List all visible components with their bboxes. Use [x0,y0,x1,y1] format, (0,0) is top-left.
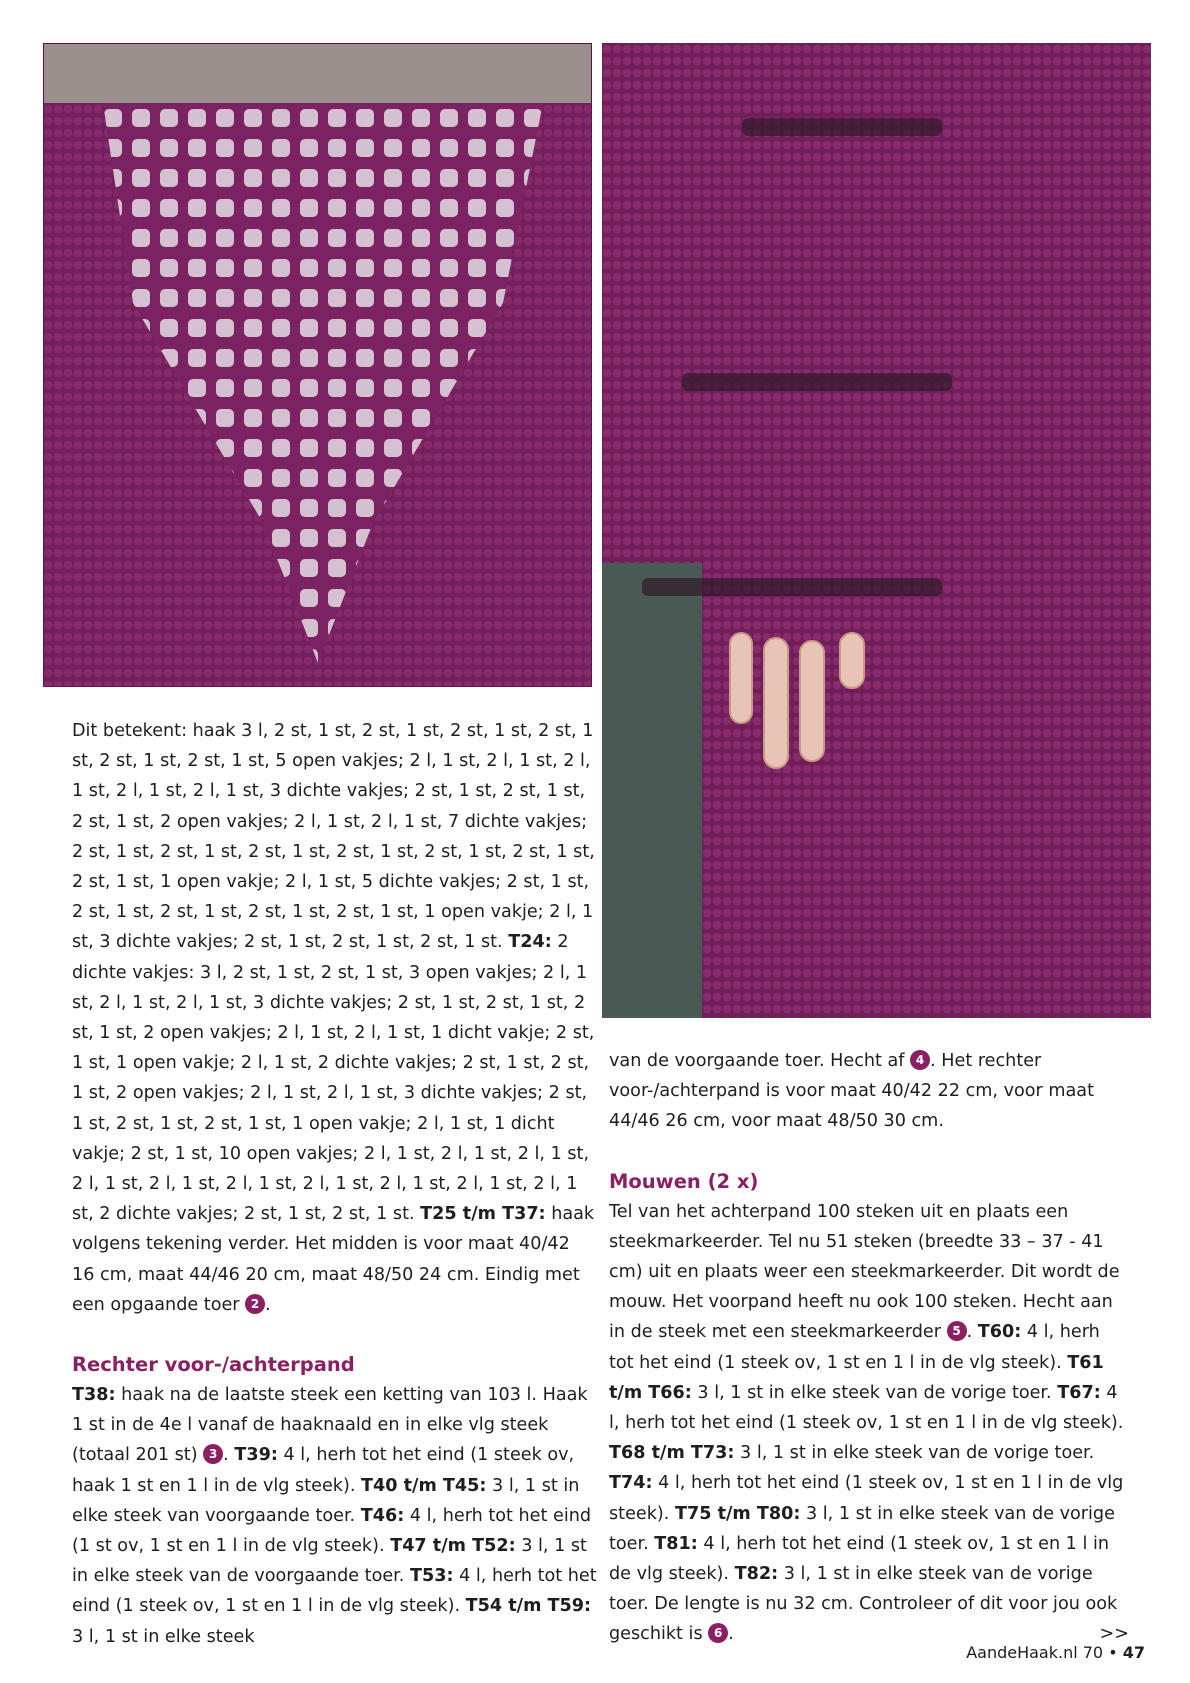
t38-text: haak na de laatste steek een ketting van 103 l. Haak 1 st in de 4e l vanaf de haaknaald en in elke vlg steek (totaal 201 st) [72,1385,588,1466]
continue-arrow: >> [1099,1624,1129,1645]
t39-label: T39: [234,1445,278,1466]
heading-mouwen: Mouwen (2 x) [609,1169,759,1193]
page-footer [966,1643,1145,1662]
t39-text: 4 l, herh tot het eind (1 steek ov, haak 1 st en 1 l in de vlg steek). [72,1445,575,1496]
t61-label: T61 t/m T66: [609,1352,1104,1403]
pattern-paragraph-mouwen: Tel van het achterpand 100 steken uit en plaats een steekmarkeerder. Tel nu 51 steken (breedte 33 – 37 - 41 cm) uit en plaats weer een steekmarkeerder. Dit wordt de mouw. Het voorpand heeft nu ook 100 steken. Hecht aan in de steek met een steekmarkeerder 5 . T60: 4 l, herh tot het eind (1 steek ov, 1 st en 1 l in de vlg steek). T61 t/m T66: 3 l, 1 st in elke steek van de vorige toer. T67: 4 l, herh tot het eind (1 steek ov, 1 st en 1 l in de vlg steek). T68 t/m T73: 3 l, 1 st in elke steek van de vorige toer. T74: 4 l, herh tot het eind (1 steek ov, 1 st en 1 l in de vlg steek). T75 t/m T80: 3 l, 1 st in elke steek van de vorige toer. T81: 4 l, herh tot het eind (1 steek ov, 1 st en 1 l in de vlg steek). T82: 3 l, 1 st in elke steek van de vorige toer. De lengte is nu 32 cm. Controleer of dit voor jou ook geschikt is 6 . [609,1201,1124,1645]
t25-label: T25 t/m T37: [420,1204,546,1225]
t68-label: T68 t/m T73: [609,1443,735,1464]
t82-text: 3 l, 1 st in elke steek van de vorige toer. De lengte is nu 32 cm. Controleer of dit voor jou ook geschikt is [609,1564,1118,1645]
t53-label: T53: [409,1566,454,1587]
photo-sleeve-view [602,43,1151,1018]
t61-text: 3 l, 1 st in elke steek van de vorige toer. [697,1382,1052,1403]
t75-text: 3 l, 1 st in elke steek van de vorige toer. [609,1503,1115,1554]
crochet-back-illustration [43,43,592,687]
step-badge-5: 5 [947,1321,967,1341]
step-badge-6: 6 [708,1623,728,1643]
t47-text: 3 l, 1 st in elke steek van de voorgaande toer. [72,1536,587,1587]
pattern-paragraph-t38-t59: T38: haak na de laatste steek een ketting van 103 l. Haak 1 st in de 4e l vanaf de haaknaald en in elke vlg steek (totaal 201 st) 3 . T39: 4 l, herh tot het eind (1 steek ov, haak 1 st en 1 l in de vlg steek). T40 t/m T45: 3 l, 1 st in elke steek van voorgaande toer. T46: 4 l, herh tot het eind (1 st ov, 1 st en 1 l in de vlg steek). T47 t/m T52: 3 l, 1 st in elke steek van de voorgaande toer. T53: 4 l, herh tot het eind (1 steek ov, 1 st en 1 l in de vlg steek). T54 t/m T59: 3 l, 1 st in elke steek [72,1385,597,1647]
photo-back-view [43,43,592,687]
t23-text: Dit betekent: haak 3 l, 2 st, 1 st, 2 st, 1 st, 2 st, 1 st, 2 st, 1 st, 2 st, 1 st, 2 st, 1 st, 5 open vakjes; 2 l, 1 st, 2 l, 1 st, 2 l, 1 st, 2 l, 1 st, 2 l, 1 st, 3 dichte vakjes; 2 st, 1 st, 2 st, 1 st, 2 st, 1 st, 2 open vakjes; 2 l, 1 st, 2 l, 1 st, 7 dichte vakjes; 2 st, 1 st, 2 st, 1 st, 2 st, 1 st, 2 st, 1 st, 2 st, 1 st, 2 st, 1 st, 2 st, 1 st, 1 open vakje; 2 l, 1 st, 5 dichte vakjes; 2 st, 1 st, 2 st, 1 st, 2 st, 1 st, 2 st, 1 st, 2 st, 1 st, 1 open vakje; 2 l, 1 st, 3 dichte vakjes; 2 st, 1 st, 2 st, 1 st, 2 st, 1 st. [72,721,595,953]
pattern-paragraph-t23-t25: Dit betekent: haak 3 l, 2 st, 1 st, 2 st, 1 st, 2 st, 1 st, 2 st, 1 st, 2 st, 1 st, 2 st, 1 st, 5 open vakjes; 2 l, 1 st, 2 l, 1 st, 2 l, 1 st, 2 l, 1 st, 2 l, 1 st, 3 dichte vakjes; 2 st, 1 st, 2 st, 1 st, 2 st, 1 st, 2 open vakjes; 2 l, 1 st, 2 l, 1 st, 7 dichte vakjes; 2 st, 1 st, 2 st, 1 st, 2 st, 1 st, 2 st, 1 st, 2 st, 1 st, 2 st, 1 st, 2 st, 1 st, 1 open vakje; 2 l, 1 st, 5 dichte vakjes; 2 st, 1 st, 2 st, 1 st, 2 st, 1 st, 2 st, 1 st, 2 st, 1 st, 1 open vakje; 2 l, 1 st, 3 dichte vakjes; 2 st, 1 st, 2 st, 1 st, 2 st, 1 st. T24: 2 dichte vakjes: 3 l, 2 st, 1 st, 2 st, 1 st, 3 open vakjes; 2 l, 1 st, 2 l, 1 st, 2 l, 1 st, 3 dichte vakjes; 2 st, 1 st, 2 st, 1 st, 2 st, 1 st, 2 open vakjes; 2 l, 1 st, 2 l, 1 st, 1 dicht vakje; 2 st, 1 st, 1 open vakje; 2 l, 1 st, 2 dichte vakjes; 2 st, 1 st, 2 st, 1 st, 2 open vakjes; 2 l, 1 st, 2 l, 1 st, 3 dichte vakjes; 2 st, 1 st, 2 st, 1 st, 2 st, 1 st, 1 open vakje; 2 l, 1 st, 1 dicht vakje; 2 st, 1 st, 10 open vakjes; 2 l, 1 st, 2 l, 1 st, 2 l, 1 st, 2 l, 1 st, 2 l, 1 st, 2 l, 1 st, 2 l, 1 st, 2 l, 1 st, 2 l, 1 st, 2 l, 1 st, 2 dichte vakjes; 2 st, 1 st, 2 st, 1 st. T25 t/m T37: haak volgens tekening verder. Het midden is voor maat 40/42 16 cm, maat 44/46 20 cm, maat 48/50 24 cm. Eindig met een opgaande toer 2 . [72,721,595,1315]
t24-label: T24: [508,932,552,953]
left-column [72,716,597,1652]
continuation-text: van de voorgaande toer. Hecht af [609,1051,905,1071]
step-badge-2: 2 [245,1294,265,1314]
continuation-paragraph [609,1046,1129,1137]
t46-label: T46: [360,1505,405,1526]
mouwen-intro: Tel van het achterpand 100 steken uit en plaats een steekmarkeerder. Tel nu 51 steken (breedte 33 – 37 - 41 cm) uit en plaats weer een steekmarkeerder. Dit wordt de mouw. Het voorpand heeft nu ook 100 steken. Hecht aan in de steek met een steekmarkeerder [609,1201,1120,1343]
step-badge-3: 3 [203,1444,223,1464]
heading-rechter-voor-achterpand: Rechter voor-/achterpand [72,1353,355,1377]
step-badge-4: 4 [910,1050,930,1070]
right-column [609,1046,1129,1650]
crochet-sleeve-illustration [602,43,1151,1018]
t24-text: 2 dichte vakjes: 3 l, 2 st, 1 st, 2 st, 1 st, 3 open vakjes; 2 l, 1 st, 2 l, 1 st, 2 l, 1 st, 3 dichte vakjes; 2 st, 1 st, 2 st, 1 st, 2 st, 1 st, 2 open vakjes; 2 l, 1 st, 2 l, 1 st, 1 dicht vakje; 2 st, 1 st, 1 open vakje; 2 l, 1 st, 2 dichte vakjes; 2 st, 1 st, 2 st, 1 st, 2 open vakjes; 2 l, 1 st, 2 l, 1 st, 3 dichte vakjes; 2 st, 1 st, 2 st, 1 st, 2 st, 1 st, 1 open vakje; 2 l, 1 st, 1 dicht vakje; 2 st, 1 st, 10 open vakjes; 2 l, 1 st, 2 l, 1 st, 2 l, 1 st, 2 l, 1 st, 2 l, 1 st, 2 l, 1 st, 2 l, 1 st, 2 l, 1 st, 2 l, 1 st, 2 l, 1 st, 2 dichte vakjes; 2 st, 1 st, 2 st, 1 st. [72,932,595,1225]
footer-bullet: • [1108,1643,1118,1662]
t40-text: 3 l, 1 st in elke steek van voorgaande toer. [72,1475,580,1526]
final-period: . [728,1624,734,1645]
t68-text: 3 l, 1 st in elke steek van de vorige toer. [740,1443,1095,1464]
t38-label: T38: [72,1385,116,1406]
t81-label: T81: [654,1533,698,1554]
footer-site: AandeHaak.nl 70 [966,1643,1104,1662]
t40-label: T40 t/m T45: [361,1475,487,1496]
t54-text: 3 l, 1 st in elke steek [72,1626,255,1647]
t25-text: haak volgens tekening verder. Het midden is voor maat 40/42 16 cm, maat 44/46 20 cm, maat 48/50 24 cm. Eindig met een opgaande toer [72,1204,595,1315]
t82-label: T82: [734,1564,779,1585]
t46-text: 4 l, herh tot het eind (1 st ov, 1 st en 1 l in de vlg steek). [72,1505,592,1557]
t67-text: 4 l, herh tot het eind (1 steek ov, 1 st en 1 l in de vlg steek). [609,1382,1124,1434]
continuation-text-2: . Het rechter voor-/achterpand is voor maat 40/42 22 cm, voor maat 44/46 26 cm, voor maat 48/50 30 cm. [609,1051,1094,1132]
t54-label: T54 t/m T59: [465,1596,592,1617]
t74-text: 4 l, herh tot het eind (1 steek ov, 1 st en 1 l in de vlg steek). [609,1473,1124,1524]
t75-label: T75 t/m T80: [674,1503,801,1524]
t53-text: 4 l, herh tot het eind (1 steek ov, 1 st en 1 l in de vlg steek). [72,1566,597,1617]
t74-label: T74: [609,1473,653,1494]
t67-label: T67: [1057,1382,1101,1403]
page-number: 47 [1122,1643,1145,1662]
t60-text: 4 l, herh tot het eind (1 steek ov, 1 st en 1 l in de vlg steek). [609,1322,1100,1373]
t81-text: 4 l, herh tot het eind (1 steek ov, 1 st en 1 l in de vlg steek). [609,1533,1109,1585]
t47-label: T47 t/m T52: [390,1536,516,1557]
t60-label: T60: [977,1322,1022,1343]
